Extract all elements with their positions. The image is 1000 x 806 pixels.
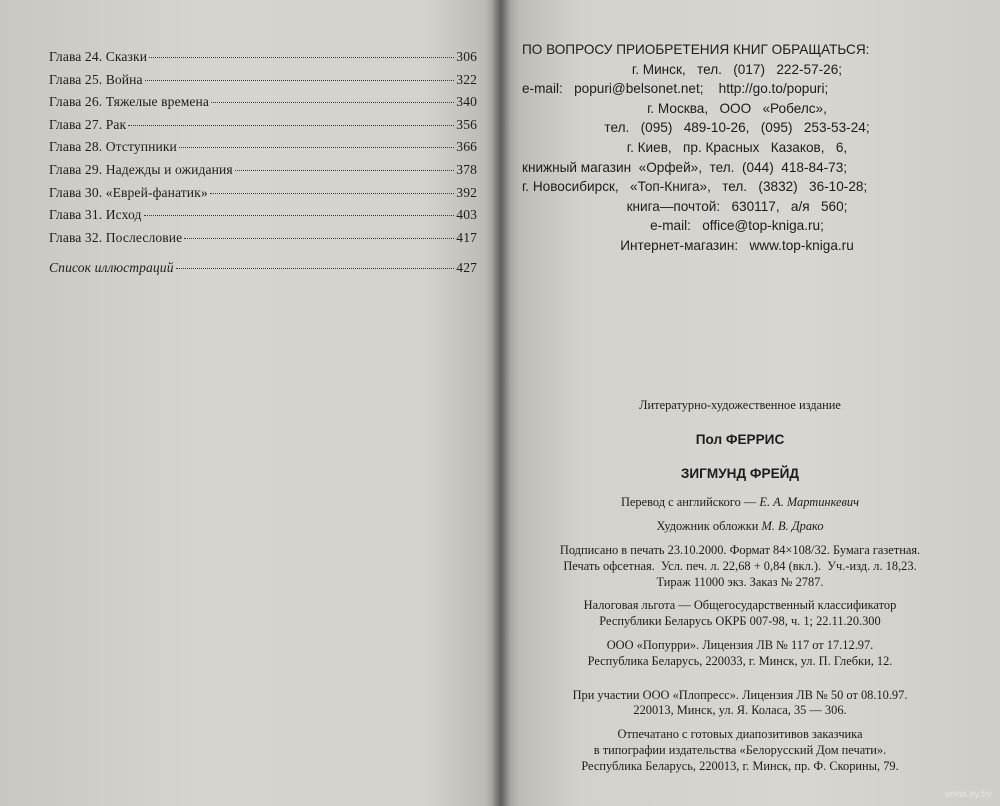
partner-line: 220013, Минск, ул. Я. Коласа, 35 — 306. [633, 703, 847, 718]
publisher-line: ООО «Попурри». Лицензия ЛВ № 117 от 17.12.97. [606, 637, 874, 652]
book-gutter [492, 0, 510, 806]
contacts-heading: ПО ВОПРОСУ ПРИОБРЕТЕНИЯ КНИГ ОБРАЩАТЬСЯ: [522, 42, 870, 57]
toc-entry-title: Список иллюстраций [49, 260, 174, 276]
printer-details [520, 727, 960, 774]
toc-entry [49, 117, 477, 140]
contact-line: г. Киев, пр. Красных Казаков, 6, [626, 139, 848, 155]
translator-name: Е. А. Мартинкевич [759, 495, 860, 510]
toc-leader-dots [145, 79, 455, 81]
print-line: Тираж 11000 экз. Заказ № 2787. [656, 574, 824, 589]
toc-entry [49, 162, 477, 185]
toc-entry [49, 230, 477, 253]
purchase-contacts [522, 40, 952, 256]
artist-name: М. В. Драко [761, 519, 824, 534]
contact-line: Интернет-магазин: www.top-kniga.ru [620, 237, 854, 253]
toc-entry-page: 322 [456, 71, 477, 87]
partner-details [520, 688, 960, 720]
toc-leader-dots [235, 169, 455, 171]
toc-entry-page: 366 [456, 139, 477, 155]
toc-entry-page: 356 [456, 116, 477, 132]
toc-entry [49, 72, 477, 95]
publisher-line: Республика Беларусь, 220033, г. Минск, ул. П. Глебки, 12. [587, 653, 893, 668]
table-of-contents [49, 49, 477, 283]
watermark: www.ay.by [944, 789, 992, 800]
printer-line: Отпечатано с готовых диапозитивов заказчика [617, 727, 863, 742]
contact-line: г. Москва, ООО «Робелс», [647, 100, 827, 116]
book-author: Пол ФЕРРИС [695, 431, 785, 447]
toc-entry-page: 392 [456, 184, 477, 200]
contact-line: книжный магазин «Орфей», тел. (044) 418-84-73; [522, 159, 848, 175]
toc-entry [49, 185, 477, 208]
toc-entry [49, 94, 477, 117]
toc-entry-page: 417 [456, 229, 477, 245]
toc-entry-page: 403 [456, 207, 477, 223]
toc-entry-page: 378 [456, 161, 477, 177]
toc-entry-title: Глава 25. Война [49, 71, 143, 87]
edition-genre: Литературно-художественное издание [639, 398, 841, 412]
toc-leader-dots [128, 124, 454, 126]
toc-entry-title: Глава 29. Надежды и ожидания [49, 161, 233, 177]
toc-entry-title: Глава 31. Исход [49, 207, 142, 223]
toc-entry-title: Глава 26. Тяжелые времена [49, 94, 210, 110]
toc-leader-dots [149, 56, 454, 58]
print-line: Подписано в печать 23.10.2000. Формат 84×108/32. Бумага газетная. [559, 542, 921, 557]
toc-entry-page: 427 [456, 260, 477, 276]
print-line: Печать офсетная. Усл. печ. л. 22,68 + 0,84 (вкл.). Уч.-изд. л. 18,23. [563, 558, 917, 573]
contact-line: книга—почтой: 630117, а/я 560; [626, 198, 848, 214]
tax-details [520, 598, 960, 630]
toc-entry [49, 49, 477, 72]
toc-entry-page: 340 [456, 94, 477, 110]
partner-line: При участии ООО «Плопресс». Лицензия ЛВ № 50 от 08.10.97. [572, 687, 908, 702]
toc-entry-illustrations [49, 260, 477, 283]
publisher-details [520, 638, 960, 670]
toc-entry [49, 139, 477, 162]
cover-artist-credit [520, 519, 960, 535]
toc-entry-title: Глава 28. Отступники [49, 139, 177, 155]
book-title: ЗИГМУНД ФРЕЙД [680, 465, 800, 481]
contact-line: e-mail: office@top-kniga.ru; [650, 218, 824, 234]
toc-entry [49, 207, 477, 230]
toc-leader-dots [176, 267, 455, 269]
toc-leader-dots [184, 237, 454, 239]
contact-line: тел. (095) 489-10-26, (095) 253-53-24; [604, 120, 870, 136]
printer-line: Республика Беларусь, 220013, г. Минск, пр. Ф. Скорины, 79. [581, 758, 899, 773]
tax-line: Налоговая льгота — Общегосударственный классификатор [583, 598, 897, 613]
toc-entry-title: Глава 27. Рак [49, 116, 127, 132]
toc-entry-title: Глава 32. Послесловие [49, 229, 183, 245]
contact-line: г. Минск, тел. (017) 222-57-26; [631, 61, 843, 77]
toc-leader-dots [211, 101, 454, 103]
printer-line: в типографии издательства «Белорусский Дом печати». [593, 742, 887, 757]
toc-leader-dots [210, 192, 455, 194]
toc-entry-title: Глава 24. Сказки [49, 49, 148, 64]
translation-label: Перевод с английского — [620, 495, 760, 510]
toc-leader-dots [144, 214, 455, 216]
translation-credit [520, 495, 960, 511]
tax-line: Республики Беларусь ОКРБ 007-98, ч. 1; 22.11.20.300 [599, 614, 881, 629]
toc-leader-dots [179, 146, 454, 148]
artist-label: Художник обложки [656, 519, 762, 534]
imprint-block [520, 398, 960, 775]
toc-entry-page: 306 [456, 49, 477, 64]
contact-line: e-mail: popuri@belsonet.net; http://go.to/popuri; [522, 81, 829, 97]
toc-entry-title: Глава 30. «Еврей-фанатик» [49, 184, 208, 200]
contact-line: г. Новосибирск, «Топ-Книга», тел. (3832) 36-10-28; [522, 179, 868, 195]
print-details [520, 543, 960, 590]
